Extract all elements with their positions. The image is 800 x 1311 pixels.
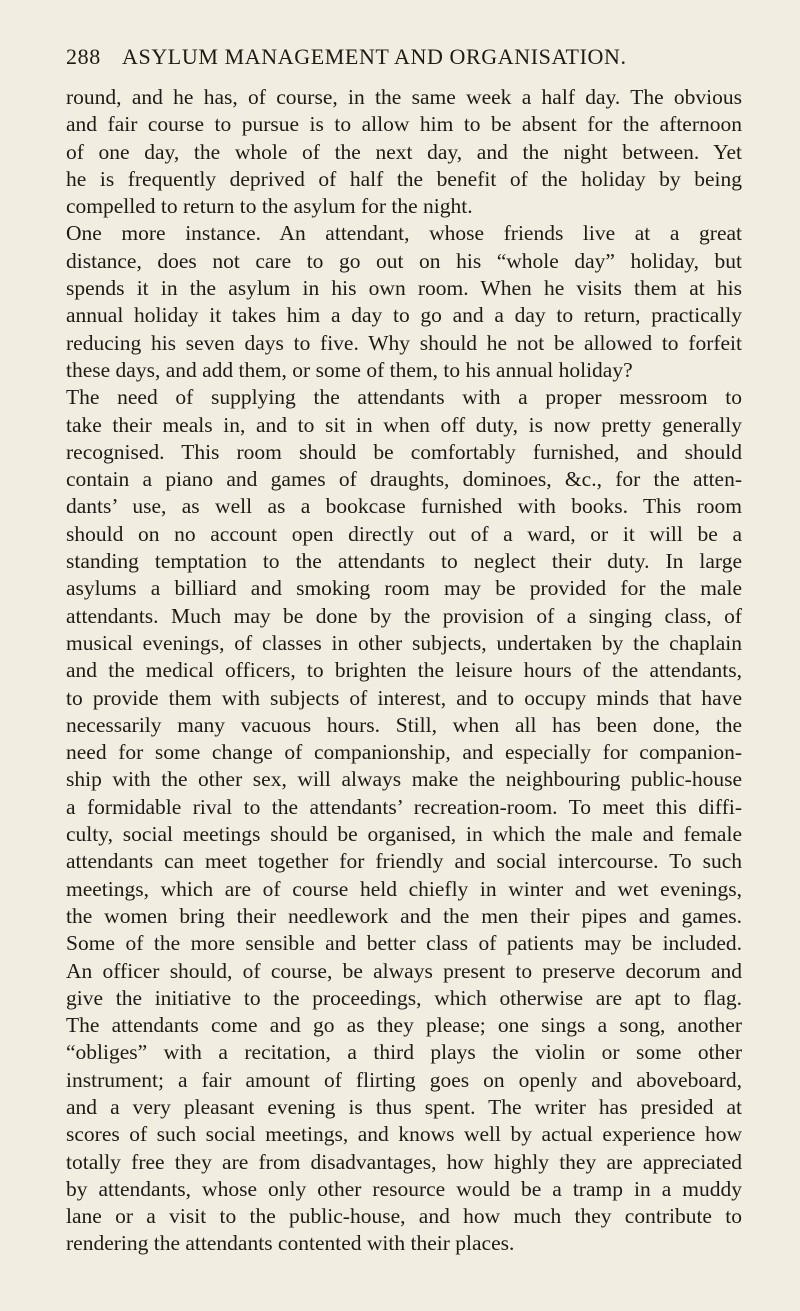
text-line: contain a piano and games of draughts, dominoes, &c., for the atten- xyxy=(66,467,742,492)
text-line: the women bring their needlework and the men their pipes and games. xyxy=(66,903,742,928)
text-line: musical evenings, of classes in other subjects, undertaken by the chaplain xyxy=(66,630,742,655)
text-line: of one day, the whole of the next day, and the night between. Yet xyxy=(66,139,742,164)
text-line: round, and he has, of course, in the same week a half day. The obvious xyxy=(66,85,742,109)
text-line: distance, does not care to go out on his “whole day” holiday, but xyxy=(66,248,742,273)
text-line: Some of the more sensible and better class of patients may be included. xyxy=(66,931,742,956)
body-text xyxy=(66,84,742,1258)
text-line: should on no account open directly out of a ward, or it will be a xyxy=(66,521,742,546)
text-line: rendering the attendants contented with their places. xyxy=(66,1231,515,1256)
text-line: dants’ use, as well as a bookcase furnished with books. This room xyxy=(66,494,742,519)
text-line: scores of such social meetings, and knows well by actual experience how xyxy=(66,1122,742,1147)
text-line: lane or a visit to the public-house, and how much they contribute to xyxy=(66,1204,742,1229)
page-header xyxy=(66,44,734,74)
text-line: An officer should, of course, be always present to preserve decorum and xyxy=(66,958,742,983)
text-line: One more instance. An attendant, whose friends live at a great xyxy=(66,221,742,246)
page-number: 288 xyxy=(66,44,101,69)
text-line: standing temptation to the attendants to neglect their duty. In large xyxy=(66,549,742,574)
text-line: ship with the other sex, will always make the neighbouring public-house xyxy=(66,767,742,792)
text-line: instrument; a fair amount of flirting goes on openly and aboveboard, xyxy=(66,1067,742,1092)
text-line: and fair course to pursue is to allow him to be absent for the afternoon xyxy=(66,112,742,137)
text-line: culty, social meetings should be organised, in which the male and female xyxy=(66,822,742,847)
text-line: totally free they are from disadvantages, how highly they are appreciated xyxy=(66,1149,742,1174)
text-line: recognised. This room should be comfortably furnished, and should xyxy=(66,439,742,464)
text-line: The attendants come and go as they please; one sings a song, another xyxy=(66,1013,742,1038)
text-line: compelled to return to the asylum for the night. xyxy=(66,194,473,219)
text-line: necessarily many vacuous hours. Still, when all has been done, the xyxy=(66,712,742,737)
text-line: The need of supplying the attendants with a proper messroom to xyxy=(66,385,742,410)
text-line: and the medical officers, to brighten the leisure hours of the attendants, xyxy=(66,658,742,683)
text-line: these days, and add them, or some of them, to his annual holiday? xyxy=(66,357,633,382)
text-line: to provide them with subjects of interest, and to occupy minds that have xyxy=(66,685,742,710)
text-line: annual holiday it takes him a day to go and a day to return, practically xyxy=(66,303,742,328)
text-line: attendants can meet together for friendly and social intercourse. To such xyxy=(66,849,742,874)
text-line: meetings, which are of course held chiefly in winter and wet evenings, xyxy=(66,876,742,901)
text-line: asylums a billiard and smoking room may be provided for the male xyxy=(66,576,742,601)
text-line: by attendants, whose only other resource would be a tramp in a muddy xyxy=(66,1176,742,1201)
text-line: reducing his seven days to five. Why should he not be allowed to forfeit xyxy=(66,330,742,355)
text-line: take their meals in, and to sit in when off duty, is now pretty generally xyxy=(66,412,742,437)
text-line: spends it in the asylum in his own room. When he visits them at his xyxy=(66,276,742,301)
text-line: need for some change of companionship, and especially for companion- xyxy=(66,740,742,765)
text-line: a formidable rival to the attendants’ recreation-room. To meet this diffi- xyxy=(66,794,742,819)
text-line: he is frequently deprived of half the benefit of the holiday by being xyxy=(66,166,742,191)
text-line: “obliges” with a recitation, a third plays the violin or some other xyxy=(66,1040,742,1065)
text-line: give the initiative to the proceedings, which otherwise are apt to flag. xyxy=(66,985,742,1010)
text-line: and a very pleasant evening is thus spent. The writer has presided at xyxy=(66,1094,742,1119)
running-title: ASYLUM MANAGEMENT AND ORGANISATION. xyxy=(122,44,627,69)
text-line: attendants. Much may be done by the provision of a singing class, of xyxy=(66,603,742,628)
